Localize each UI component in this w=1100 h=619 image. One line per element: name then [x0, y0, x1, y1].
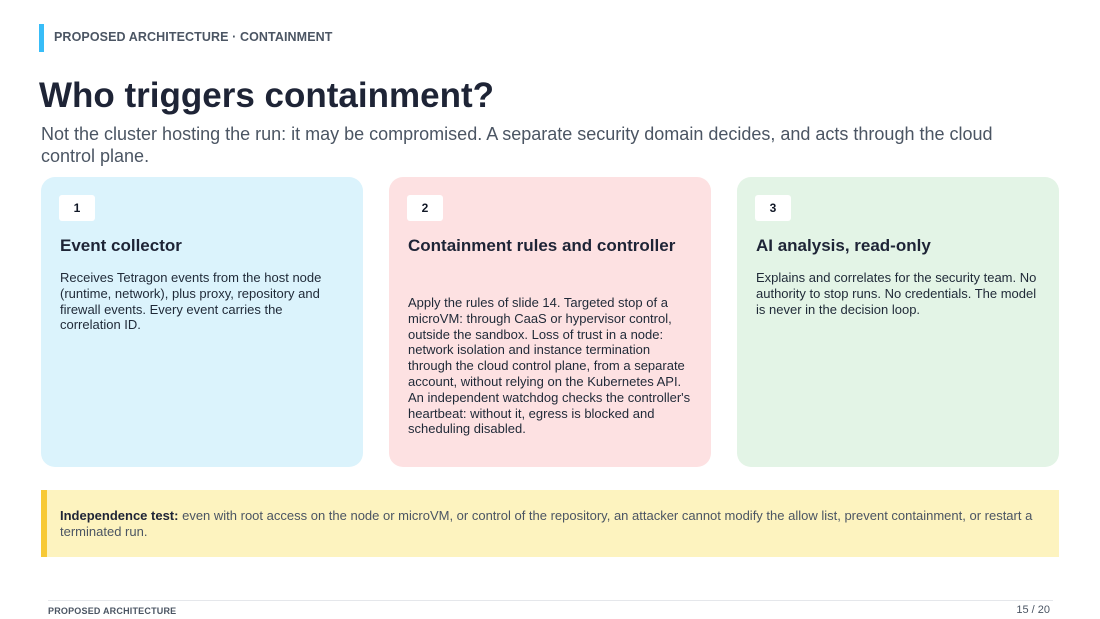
kicker-accent-bar — [39, 24, 44, 52]
page-subtitle: Not the cluster hosting the run: it may be compromised. A separate security domain decides, and acts through the cloud control plane. — [41, 124, 993, 166]
card-title: Event collector — [60, 236, 182, 255]
card-number-badge: 2 — [407, 195, 443, 221]
card-ai-analysis — [737, 177, 1059, 467]
page-title: Who triggers containment? — [39, 76, 494, 115]
card-number-badge: 1 — [59, 195, 95, 221]
card-containment-rules — [389, 177, 711, 467]
page-number: 15 / 20 — [1016, 604, 1050, 616]
card-number-badge: 3 — [755, 195, 791, 221]
card-body: Apply the rules of slide 14. Targeted stop of a microVM: through CaaS or hypervisor control, outside the sandbox. Loss of trust in a node: network isolation and instance termination through the cloud control plane, from a separate account, without relying on the Kubernetes API. An independent watchdog checks the controller's heartbeat: without it, egress is blocked and scheduling disabled. — [408, 295, 691, 437]
card-event-collector — [41, 177, 363, 467]
card-body: Receives Tetragon events from the host node (runtime, network), plus proxy, repository and firewall events. Every event carries the correlation ID. — [60, 270, 322, 333]
callout-text: even with root access on the node or microVM, or control of the repository, an attacker cannot modify the allow list, prevent containment, or restart a terminated run. — [60, 508, 1033, 539]
card-row — [41, 177, 1059, 467]
independence-test-callout — [41, 490, 1059, 557]
card-title: AI analysis, read-only — [756, 236, 931, 255]
section-kicker: PROPOSED ARCHITECTURE · CONTAINMENT — [54, 30, 333, 44]
card-body: Explains and correlates for the security team. No authority to stop runs. No credentials. The model is never in the decision loop. — [756, 270, 1037, 317]
card-title: Containment rules and controller — [408, 236, 676, 255]
footer-divider — [48, 600, 1053, 601]
footer-section-label: PROPOSED ARCHITECTURE — [48, 606, 177, 616]
callout-label: Independence test: — [60, 508, 179, 523]
